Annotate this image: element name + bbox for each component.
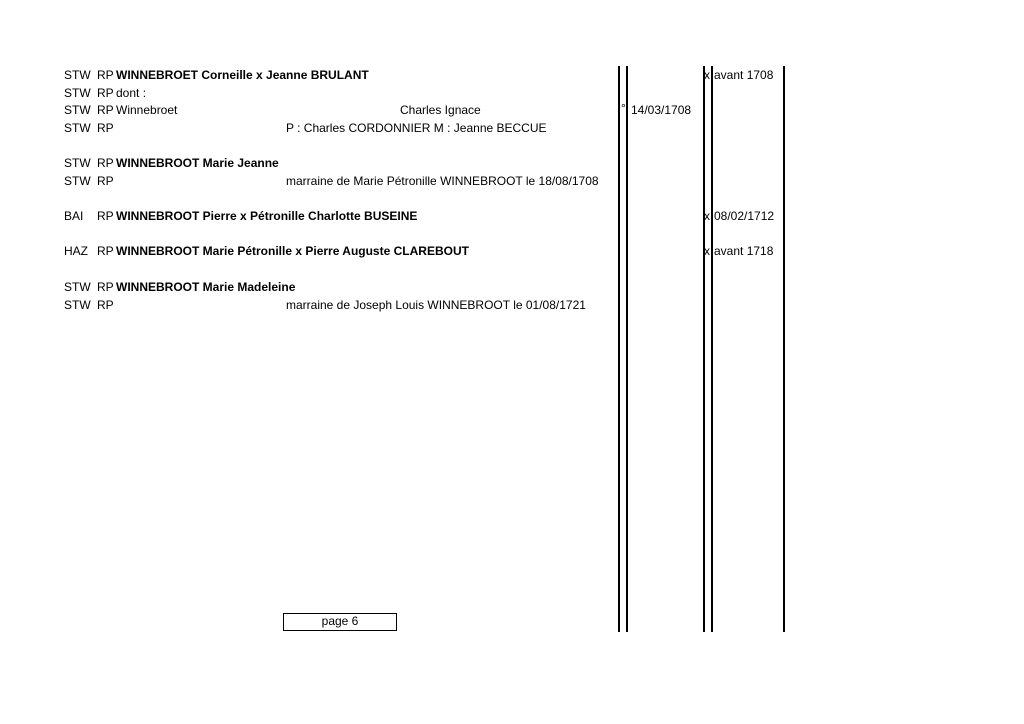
column-rule — [618, 66, 620, 632]
event-mark: ° — [621, 101, 626, 115]
record-type: RP — [97, 103, 114, 117]
column-rule — [703, 66, 705, 632]
place-code: STW — [64, 174, 91, 188]
column-rule — [783, 66, 785, 632]
record-type: RP — [97, 68, 114, 82]
place-code: STW — [64, 298, 91, 312]
place-code: STW — [64, 68, 91, 82]
detail-text: P : Charles CORDONNIER M : Jeanne BECCUE — [286, 121, 547, 135]
note-text: dont : — [116, 86, 147, 100]
place-code: BAI — [64, 209, 84, 223]
event-date: 08/02/1712 — [714, 209, 775, 223]
record-type: RP — [97, 174, 114, 188]
event-mark: x — [704, 68, 710, 82]
surname: Winnebroet — [116, 103, 178, 117]
person-name: WINNEBROOT Pierre x Pétronille Charlotte BUSEINE — [116, 209, 418, 223]
record-type: RP — [97, 86, 114, 100]
place-code: STW — [64, 156, 91, 170]
place-code: STW — [64, 280, 91, 294]
record-type: RP — [97, 298, 114, 312]
record-type: RP — [97, 244, 114, 258]
place-code: STW — [64, 121, 91, 135]
event-mark: x — [704, 244, 710, 258]
record-type: RP — [97, 156, 114, 170]
column-rule — [711, 66, 713, 632]
person-name: WINNEBROOT Marie Pétronille x Pierre Auguste CLAREBOUT — [116, 244, 469, 258]
event-date: 14/03/1708 — [631, 103, 692, 117]
column-rule — [626, 66, 628, 632]
place-code: HAZ — [64, 244, 88, 258]
place-code: STW — [64, 103, 91, 117]
given-names: Charles Ignace — [400, 103, 481, 117]
person-name: WINNEBROET Corneille x Jeanne BRULANT — [116, 68, 369, 82]
detail-text: marraine de Marie Pétronille WINNEBROOT le 18/08/1708 — [286, 174, 599, 188]
person-name: WINNEBROOT Marie Jeanne — [116, 156, 279, 170]
detail-text: marraine de Joseph Louis WINNEBROOT le 01/08/1721 — [286, 298, 586, 312]
record-type: RP — [97, 280, 114, 294]
event-mark: x — [704, 209, 710, 223]
record-type: RP — [97, 209, 114, 223]
event-date: avant 1718 — [714, 244, 774, 258]
page-number: page 6 — [283, 613, 397, 631]
place-code: STW — [64, 86, 91, 100]
person-name: WINNEBROOT Marie Madeleine — [116, 280, 296, 294]
record-type: RP — [97, 121, 114, 135]
event-date: avant 1708 — [714, 68, 774, 82]
